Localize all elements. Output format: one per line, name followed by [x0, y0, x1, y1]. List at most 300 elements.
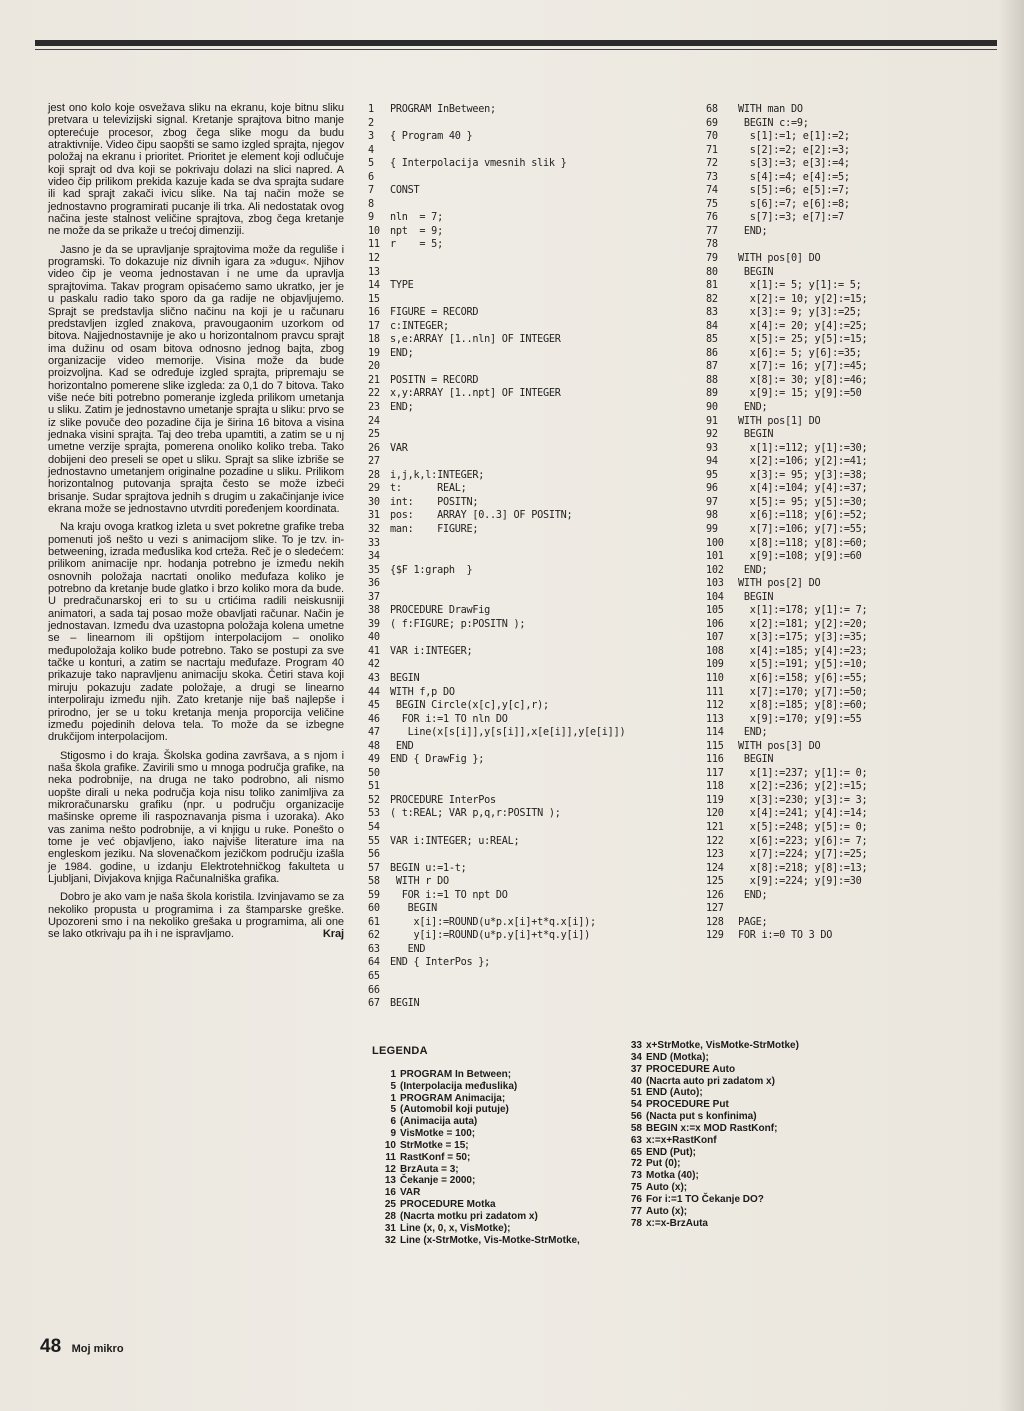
code-line	[368, 902, 698, 916]
legend-item	[618, 1218, 878, 1230]
legend-item	[372, 1175, 612, 1187]
line-number: 104	[706, 591, 724, 603]
line-number: 118	[706, 781, 724, 793]
line-number: 5	[368, 158, 374, 170]
line-number: 115	[706, 740, 724, 752]
code-text: x[5]:=248; y[5]:= 0;	[738, 821, 868, 833]
code-line	[706, 293, 1006, 307]
code-line	[706, 537, 1006, 551]
line-number: 30	[368, 496, 380, 508]
code-line	[706, 726, 1006, 740]
code-listing-left	[368, 103, 698, 1013]
code-line	[706, 117, 1006, 131]
code-line	[706, 645, 1006, 659]
code-line	[368, 144, 698, 158]
legend-text: VisMotke = 100;	[400, 1128, 476, 1140]
code-line	[368, 469, 698, 483]
code-line	[706, 821, 1006, 835]
code-line	[368, 537, 698, 551]
line-number: 7	[368, 185, 374, 197]
code-text: x[5]:= 95; y[5]:=30;	[738, 496, 868, 508]
line-number: 11	[368, 239, 380, 251]
line-number: 25	[368, 429, 380, 441]
code-line	[706, 564, 1006, 578]
code-text: BEGIN	[738, 429, 774, 441]
line-number: 23	[368, 402, 380, 414]
line-number: 73	[706, 171, 718, 183]
code-line	[368, 198, 698, 212]
legend-line-number: 16	[384, 1187, 396, 1199]
line-number: 102	[706, 564, 724, 576]
header-rule-thin	[35, 49, 997, 50]
legend-line-number: 28	[384, 1210, 396, 1222]
line-number: 28	[368, 469, 380, 481]
code-line	[706, 211, 1006, 225]
article-paragraph-last	[48, 891, 344, 940]
line-number: 103	[706, 578, 724, 590]
code-line	[368, 564, 698, 578]
line-number: 71	[706, 144, 718, 156]
legend-title: LEGENDA	[372, 1045, 428, 1057]
code-line	[368, 645, 698, 659]
code-line	[368, 279, 698, 293]
line-number: 98	[706, 510, 718, 522]
code-line	[368, 767, 698, 781]
code-text: r = 5;	[390, 239, 443, 251]
line-number: 79	[706, 253, 718, 265]
legend-text: END (Auto);	[646, 1087, 703, 1099]
article-paragraph: jest ono kolo koje osvežava sliku na ekranu, koje bitnu sliku pretvara u televizijski signal. Kretanje sprajtova bitno manje opterećuje procesor, zbog čega slike mogu da budu atraktivnije. Video čipu saopšti se samo izgled sprajta, njegov položaj na ekranu i prioritet. Prioritet je element koji odlučuje koji sprajt od dva koji se pokrivaju dolazi na slici napred. A video čip prilikom prekida kazuje kada se dva sprajta sudare ili kad sprajt zakači ivicu slike. Na taj način može se jednostavno programirati pucanje ili trka. Ali nedostatak ovog načina jeste stalnost veličine sprajtova, zbog čega kretanje ne može da se prikaže u trećoj dimenziji.	[48, 102, 344, 238]
code-line	[368, 889, 698, 903]
line-number: 45	[368, 700, 380, 712]
legend-text: x:=x+RastKonf	[646, 1134, 717, 1146]
code-line	[368, 577, 698, 591]
legend-text: (Nacrta auto pri zadatom x)	[646, 1075, 775, 1087]
line-number: 20	[368, 361, 380, 373]
legend-item	[618, 1194, 878, 1206]
line-number: 18	[368, 334, 380, 346]
code-line	[706, 130, 1006, 144]
line-number: 125	[706, 876, 724, 888]
line-number: 97	[706, 496, 718, 508]
line-number: 2	[368, 117, 374, 129]
legend-item	[618, 1123, 878, 1135]
line-number: 19	[368, 347, 380, 359]
legend-text: PROCEDURE Put	[646, 1099, 729, 1111]
line-number: 24	[368, 415, 380, 427]
legend-line-number: 63	[630, 1134, 642, 1146]
code-line	[368, 726, 698, 740]
legend-text: Line (x-StrMotke, Vis-Motke-StrMotke,	[400, 1234, 580, 1246]
code-line	[368, 442, 698, 456]
code-line	[706, 387, 1006, 401]
code-line	[368, 916, 698, 930]
code-line	[706, 252, 1006, 266]
code-line	[706, 225, 1006, 239]
code-text: WITH r DO	[390, 876, 449, 888]
code-text: x,y:ARRAY [1..npt] OF INTEGER	[390, 388, 561, 400]
code-line	[368, 509, 698, 523]
legend-item	[372, 1093, 612, 1105]
line-number: 16	[368, 307, 380, 319]
code-text: x[1]:=178; y[1]:= 7;	[738, 605, 868, 617]
code-text: s[7]:=3; e[7]:=7	[738, 212, 844, 224]
legend-line-number: 78	[630, 1217, 642, 1229]
line-number: 120	[706, 808, 724, 820]
line-number: 126	[706, 889, 724, 901]
line-number: 59	[368, 889, 380, 901]
line-number: 92	[706, 429, 718, 441]
code-line	[706, 591, 1006, 605]
legend-text: END (Put);	[646, 1146, 696, 1158]
code-text: TYPE	[390, 280, 414, 292]
line-number: 91	[706, 415, 718, 427]
line-number: 112	[706, 700, 724, 712]
legend-rows-left	[372, 1069, 612, 1247]
legend-line-number: 9	[390, 1128, 396, 1140]
code-line	[368, 821, 698, 835]
legend-text: x+StrMotke, VisMotke-StrMotke)	[646, 1040, 799, 1051]
line-number: 119	[706, 794, 724, 806]
code-text: CONST	[390, 185, 420, 197]
code-text: VAR	[390, 442, 408, 454]
legend-item	[372, 1152, 612, 1164]
legend-text: VAR	[400, 1187, 421, 1199]
code-text: x[7]:= 16; y[7]:=45;	[738, 361, 868, 373]
line-number: 90	[706, 402, 718, 414]
code-text: END { DrawFig };	[390, 754, 485, 766]
code-text: npt = 9;	[390, 225, 443, 237]
line-number: 123	[706, 849, 724, 861]
legend-text: RastKonf = 50;	[400, 1151, 471, 1163]
legend-line-number: 13	[384, 1175, 396, 1187]
line-number: 53	[368, 808, 380, 820]
line-number: 55	[368, 835, 380, 847]
line-number: 34	[368, 551, 380, 563]
code-line	[706, 347, 1006, 361]
code-line	[706, 862, 1006, 876]
legend-text: BEGIN x:=x MOD RastKonf;	[646, 1122, 778, 1134]
line-number: 40	[368, 632, 380, 644]
line-number: 62	[368, 930, 380, 942]
code-text: x[1]:=112; y[1]:=30;	[738, 442, 868, 454]
code-text: { Program 40 }	[390, 131, 473, 143]
code-text: x[i]:=ROUND(u*p.x[i]+t*q.x[i]);	[390, 916, 596, 928]
code-text: x[7]:=224; y[7]:=25;	[738, 849, 868, 861]
code-line	[706, 740, 1006, 754]
code-text: FOR i:=1 TO npt DO	[390, 889, 508, 901]
code-text: VAR i:INTEGER;	[390, 645, 473, 657]
code-line	[368, 415, 698, 429]
code-text: x[8]:= 30; y[8]:=46;	[738, 374, 868, 386]
code-line	[368, 862, 698, 876]
code-line	[706, 401, 1006, 415]
code-text: man: FIGURE;	[390, 523, 479, 535]
code-text: WITH pos[0] DO	[738, 253, 821, 265]
code-line	[706, 306, 1006, 320]
code-text: x[7]:=170; y[7]:=50;	[738, 686, 868, 698]
legend-item	[372, 1223, 612, 1235]
code-line	[368, 956, 698, 970]
line-number: 46	[368, 713, 380, 725]
line-number: 89	[706, 388, 718, 400]
legend-line-number: 1	[390, 1092, 396, 1104]
code-text: x[2]:=181; y[2]:=20;	[738, 618, 868, 630]
legend-line-number: 11	[385, 1151, 396, 1163]
legend-item	[618, 1076, 878, 1088]
code-line	[706, 835, 1006, 849]
line-number: 82	[706, 293, 718, 305]
code-text: x[3]:=230; y[3]:= 3;	[738, 794, 868, 806]
legend-item	[618, 1147, 878, 1159]
code-text: s[2]:=2; e[2]:=3;	[738, 144, 850, 156]
legend-line-number: 51	[630, 1087, 642, 1099]
code-line	[368, 130, 698, 144]
line-number: 106	[706, 618, 724, 630]
line-number: 6	[368, 171, 374, 183]
legend-line-number: 54	[630, 1099, 642, 1111]
page-number: 48	[40, 1336, 62, 1357]
legend-line-number: 5	[390, 1080, 396, 1092]
line-number: 32	[368, 523, 380, 535]
code-text: END;	[738, 402, 768, 414]
line-number: 10	[368, 225, 380, 237]
line-number: 128	[706, 916, 724, 928]
line-number: 107	[706, 632, 724, 644]
code-text: WITH pos[1] DO	[738, 415, 821, 427]
code-text: x[8]:=218; y[8]:=13;	[738, 862, 868, 874]
line-number: 87	[706, 361, 718, 373]
line-number: 101	[706, 551, 724, 563]
legend-text: PROCEDURE Motka	[400, 1199, 496, 1211]
code-text: BEGIN	[738, 591, 774, 603]
legend-item	[372, 1104, 612, 1116]
legend-line-number: 72	[630, 1158, 642, 1170]
line-number: 67	[368, 998, 380, 1010]
code-text: x[6]:=118; y[6]:=52;	[738, 510, 868, 522]
line-number: 42	[368, 659, 380, 671]
line-number: 85	[706, 334, 718, 346]
code-text: END;	[390, 347, 414, 359]
legend-text: Motka (40);	[646, 1170, 699, 1182]
line-number: 1	[368, 104, 374, 115]
code-line	[706, 482, 1006, 496]
code-text: x[9]:=108; y[9]:=60	[738, 551, 862, 563]
line-number: 114	[706, 727, 724, 739]
code-line	[706, 469, 1006, 483]
legend-line-number: 10	[384, 1139, 396, 1151]
code-text: END { InterPos };	[390, 957, 491, 969]
legend-item	[372, 1128, 612, 1140]
legend-text: Line (x, 0, x, VisMotke);	[400, 1222, 511, 1234]
line-number: 76	[706, 212, 718, 224]
code-line	[368, 997, 698, 1011]
legend-line-number: 40	[630, 1075, 642, 1087]
legend-text: (Nacrta motku pri zadatom x)	[400, 1210, 538, 1222]
legend-item	[372, 1069, 612, 1081]
legend-line-number: 65	[630, 1146, 642, 1158]
code-line	[706, 523, 1006, 537]
line-number: 84	[706, 320, 718, 332]
code-line	[706, 238, 1006, 252]
line-number: 72	[706, 158, 718, 170]
article-paragraph: Dobro je ako vam je naša škola koristila. Izvinjavamo se za nekoliko propusta u programima i za štamparske greške. Upozoreni smo i na nekoliko grešaka u programima, ali one se lako otkrivaju pa ih i ne ispravljamo.	[48, 891, 344, 941]
line-number: 66	[368, 984, 380, 996]
code-line	[706, 320, 1006, 334]
code-line	[368, 523, 698, 537]
line-number: 113	[706, 713, 724, 725]
line-number: 129	[706, 930, 724, 942]
header-rule	[35, 40, 997, 46]
code-text: WITH pos[2] DO	[738, 578, 821, 590]
code-line	[368, 753, 698, 767]
code-text: pos: ARRAY [0..3] OF POSITN;	[390, 510, 573, 522]
line-number: 4	[368, 144, 374, 156]
legend-line-number: 33	[630, 1040, 642, 1051]
code-line	[706, 171, 1006, 185]
code-text: WITH pos[3] DO	[738, 740, 821, 752]
legend-item	[618, 1087, 878, 1099]
code-line	[706, 658, 1006, 672]
code-text: END;	[738, 564, 768, 576]
line-number: 105	[706, 605, 724, 617]
legend-text: Čekanje = 2000;	[400, 1175, 476, 1187]
code-line	[706, 618, 1006, 632]
code-text: s[4]:=4; e[4]:=5;	[738, 171, 850, 183]
code-line	[368, 848, 698, 862]
line-number: 83	[706, 307, 718, 319]
legend-text: (Automobil koji putuje)	[400, 1104, 509, 1116]
code-text: x[1]:= 5; y[1]:= 5;	[738, 280, 862, 292]
legend-item	[372, 1199, 612, 1211]
code-line	[706, 889, 1006, 903]
line-number: 8	[368, 198, 374, 210]
code-text: x[1]:=237; y[1]:= 0;	[738, 767, 868, 779]
code-text: x[2]:=106; y[2]:=41;	[738, 456, 868, 468]
code-text: END;	[390, 402, 414, 414]
line-number: 52	[368, 794, 380, 806]
code-text: s[5]:=6; e[5]:=7;	[738, 185, 850, 197]
line-number: 21	[368, 374, 380, 386]
legend-text: (Animacija auta)	[400, 1116, 478, 1128]
code-line	[368, 238, 698, 252]
code-line	[368, 794, 698, 808]
code-line	[368, 293, 698, 307]
line-number: 61	[368, 916, 380, 928]
legend-item	[372, 1116, 612, 1128]
code-text: BEGIN u:=1-t;	[390, 862, 467, 874]
code-text: x[9]:=224; y[9]:=30	[738, 876, 862, 888]
line-number: 65	[368, 971, 380, 982]
code-text: Line(x[s[i]],y[s[i]],x[e[i]],y[e[i]])	[390, 727, 626, 739]
code-line	[368, 699, 698, 713]
line-number: 27	[368, 456, 380, 468]
line-number: 43	[368, 672, 380, 684]
code-text: PROCEDURE InterPos	[390, 794, 496, 806]
code-line	[368, 591, 698, 605]
legend-text: Put (0);	[646, 1158, 681, 1170]
code-text: BEGIN	[390, 998, 420, 1010]
code-line	[706, 794, 1006, 808]
line-number: 41	[368, 645, 380, 657]
code-line	[368, 306, 698, 320]
code-text: x[9]:= 15; y[9]:=50	[738, 388, 862, 400]
code-line	[706, 929, 1006, 943]
legend-text: PROCEDURE Auto	[646, 1063, 736, 1075]
code-text: POSITN = RECORD	[390, 374, 479, 386]
code-line	[706, 333, 1006, 347]
code-line	[368, 618, 698, 632]
legend-line-number: 37	[630, 1063, 642, 1075]
legend-line-number: 56	[630, 1111, 642, 1123]
line-number: 68	[706, 104, 718, 115]
line-number: 26	[368, 442, 380, 454]
line-number: 57	[368, 862, 380, 874]
legend-line-number: 12	[384, 1163, 396, 1175]
legend-item	[618, 1135, 878, 1147]
code-line	[706, 550, 1006, 564]
line-number: 94	[706, 456, 718, 468]
code-line	[368, 374, 698, 388]
line-number: 116	[706, 754, 724, 766]
line-number: 38	[368, 605, 380, 617]
code-line	[706, 415, 1006, 429]
code-text: x[4]:=185; y[4]:=23;	[738, 645, 868, 657]
line-number: 69	[706, 117, 718, 129]
line-number: 108	[706, 645, 724, 657]
legend-line-number: 58	[630, 1122, 642, 1134]
code-text: x[4]:=104; y[4]:=37;	[738, 483, 868, 495]
code-line	[706, 672, 1006, 686]
code-text: x[3]:= 95; y[3]:=38;	[738, 469, 868, 481]
legend-line-number: 6	[390, 1116, 396, 1128]
code-text: i,j,k,l:INTEGER;	[390, 469, 485, 481]
legend-text: For i:=1 TO Čekanje DO?	[646, 1193, 764, 1205]
line-number: 33	[368, 537, 380, 549]
code-line	[706, 266, 1006, 280]
legend-item	[618, 1099, 878, 1111]
line-number: 100	[706, 537, 724, 549]
code-text: x[6]:=223; y[6]:= 7;	[738, 835, 868, 847]
line-number: 9	[368, 212, 374, 224]
legend-item	[372, 1081, 612, 1093]
code-line	[706, 279, 1006, 293]
legend-text: StrMotke = 15;	[400, 1139, 469, 1151]
code-line	[368, 428, 698, 442]
magazine-name: Moj mikro	[71, 1343, 124, 1355]
line-number: 124	[706, 862, 724, 874]
article-paragraph: Stigosmo i do kraja. Školska godina završava, a s njom i naša škola grafike. Zavirili smo u mnoga područja grafike, na neka podrobnije, na druga ne tako podrobno, ali nismo uopšte dirali u neka područja koja nisu toliko zanimljiva za mikroračunarsku grafiku (npr. u području organizacije mašinske opreme ili raspoznavanja pisma i uzoraka). Ako vas zanima nešto podrobnije, a vi knjigu u ruke. Ponešto o tome je već objavljeno, iako najviše literature ima na engleskom jeziku. Na slovenačkom jezičkom području izašla je 1984. godine, u izdanju Elektrotehničkog fakulteta u Ljubljani, Divjakova knjiga Računalniška grafika.	[48, 749, 344, 885]
code-line	[706, 428, 1006, 442]
legend-item	[618, 1158, 878, 1170]
code-text: ( t:REAL; VAR p,q,r:POSITN );	[390, 808, 561, 820]
code-line	[368, 482, 698, 496]
end-mark: Kraj	[322, 928, 344, 941]
code-line	[706, 144, 1006, 158]
code-line	[368, 320, 698, 334]
code-text: BEGIN	[738, 266, 774, 278]
line-number: 93	[706, 442, 718, 454]
code-line	[368, 103, 698, 117]
code-text: x[2]:= 10; y[2]:=15;	[738, 293, 868, 305]
line-number: 50	[368, 767, 380, 779]
code-text: t: REAL;	[390, 483, 467, 495]
code-text: PROCEDURE DrawFig	[390, 605, 491, 617]
legend-text: Auto (x);	[646, 1182, 688, 1194]
code-line	[368, 387, 698, 401]
code-text: PAGE;	[738, 916, 768, 928]
line-number: 15	[368, 293, 380, 305]
